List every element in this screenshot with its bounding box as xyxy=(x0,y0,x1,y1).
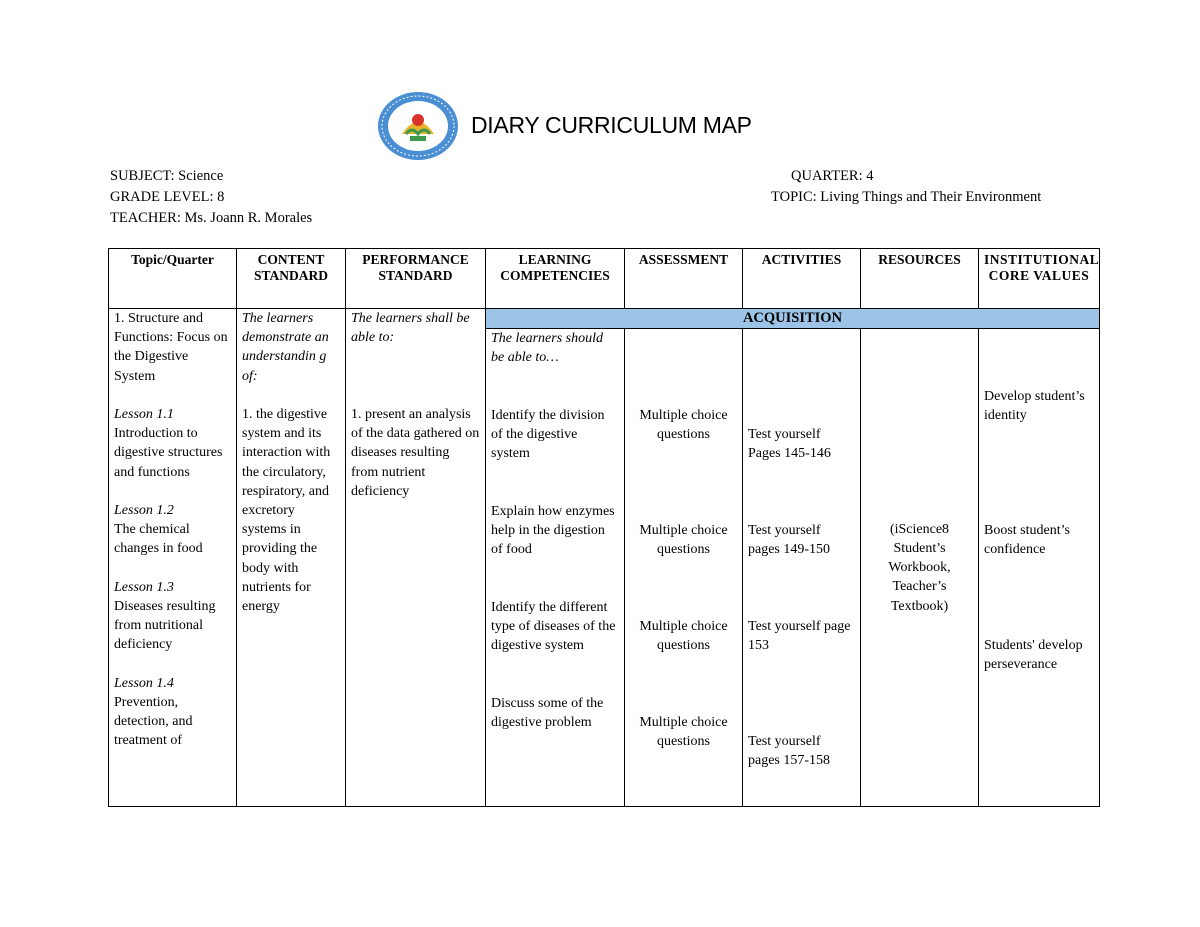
content-standard-cell xyxy=(237,309,346,807)
subject-label: SUBJECT: Science xyxy=(110,168,224,184)
header-performance-standard: PERFORMANCE STANDARD xyxy=(346,249,486,309)
lesson-text: Diseases resulting from nutritional deficiency xyxy=(114,599,216,653)
document-header xyxy=(376,90,796,162)
competencies-cell xyxy=(486,329,625,807)
lesson-text: Introduction to digestive structures and functions xyxy=(114,426,223,480)
activity-item: Test yourself pages 157-158 xyxy=(748,734,831,769)
header-assessment: ASSESSMENT xyxy=(625,249,743,309)
curriculum-map-table xyxy=(108,248,1100,807)
assessment-cell xyxy=(625,329,743,807)
header-resources: RESOURCES xyxy=(861,249,979,309)
activities-cell xyxy=(743,329,861,807)
resources-text: (iScience8 Student’s Workbook, Teacher’s Textbook) xyxy=(888,521,951,614)
quarter-label: QUARTER: 4 xyxy=(791,168,874,184)
document-title: DIARY CURRICULUM MAP xyxy=(471,112,752,138)
performance-standard-intro: The learners shall be able to: xyxy=(351,311,470,346)
lesson-label: Lesson 1.2 xyxy=(114,503,174,518)
topic-cell xyxy=(109,309,237,807)
competency-item: Identify the different type of diseases of the digestive system xyxy=(491,599,616,654)
school-seal-icon xyxy=(376,90,460,162)
competency-item: Identify the division of the digestive system xyxy=(491,407,605,462)
grade-level-label: GRADE LEVEL: 8 xyxy=(110,189,225,205)
assessment-item: Multiple choice questions xyxy=(639,407,728,443)
header-content-standard: CONTENT STANDARD xyxy=(237,249,346,309)
header-topic-quarter: Topic/Quarter xyxy=(109,249,237,309)
activity-item: Test yourself Pages 145-146 xyxy=(748,427,831,462)
lesson-label: Lesson 1.1 xyxy=(114,407,174,422)
competency-item: Explain how enzymes help in the digestion of food xyxy=(491,503,615,558)
competencies-intro: The learners should be able to… xyxy=(491,331,603,366)
teacher-label: TEACHER: Ms. Joann R. Morales xyxy=(110,210,313,226)
resources-cell xyxy=(861,329,979,807)
topic-main: 1. Structure and Functions: Focus on the Digestive System xyxy=(114,311,228,384)
content-standard-item: 1. the digestive system and its interaction with the circulatory, respiratory, and excretory systems in providing the body with nutrients for energy xyxy=(242,407,331,615)
assessment-item: Multiple choice questions xyxy=(639,714,728,750)
activity-item: Test yourself page 153 xyxy=(748,619,851,654)
lesson-text: The chemical changes in food xyxy=(114,522,203,557)
topic-label: TOPIC: Living Things and Their Environment xyxy=(771,189,1042,205)
core-value-item: Boost student’s confidence xyxy=(984,522,1070,557)
header-row xyxy=(109,249,1100,309)
assessment-item: Multiple choice questions xyxy=(639,522,728,558)
performance-standard-cell xyxy=(346,309,486,807)
activity-item: Test yourself pages 149-150 xyxy=(748,523,831,558)
lesson-label: Lesson 1.3 xyxy=(114,579,174,595)
lesson-text: Prevention, detection, and treatment of xyxy=(114,695,193,749)
core-values-cell xyxy=(979,329,1100,807)
header-learning-competencies: LEARNING COMPETENCIES xyxy=(486,249,625,309)
content-standard-intro: The learners demonstrate an understandin g of: xyxy=(242,311,329,384)
acquisition-band: ACQUISITION xyxy=(486,309,1100,329)
header-activities: ACTIVITIES xyxy=(743,249,861,309)
assessment-item: Multiple choice questions xyxy=(639,618,728,654)
competency-item: Discuss some of the digestive problem xyxy=(491,695,604,731)
lesson-label: Lesson 1.4 xyxy=(114,675,174,691)
header-core-values: INSTITUTIONAL CORE VALUES xyxy=(979,249,1100,309)
core-value-item: Students' develop perseverance xyxy=(984,637,1083,672)
core-value-item: Develop student’s identity xyxy=(984,388,1085,423)
performance-standard-item: 1. present an analysis of the data gathered on diseases resulting from nutrient deficiency xyxy=(351,406,480,499)
